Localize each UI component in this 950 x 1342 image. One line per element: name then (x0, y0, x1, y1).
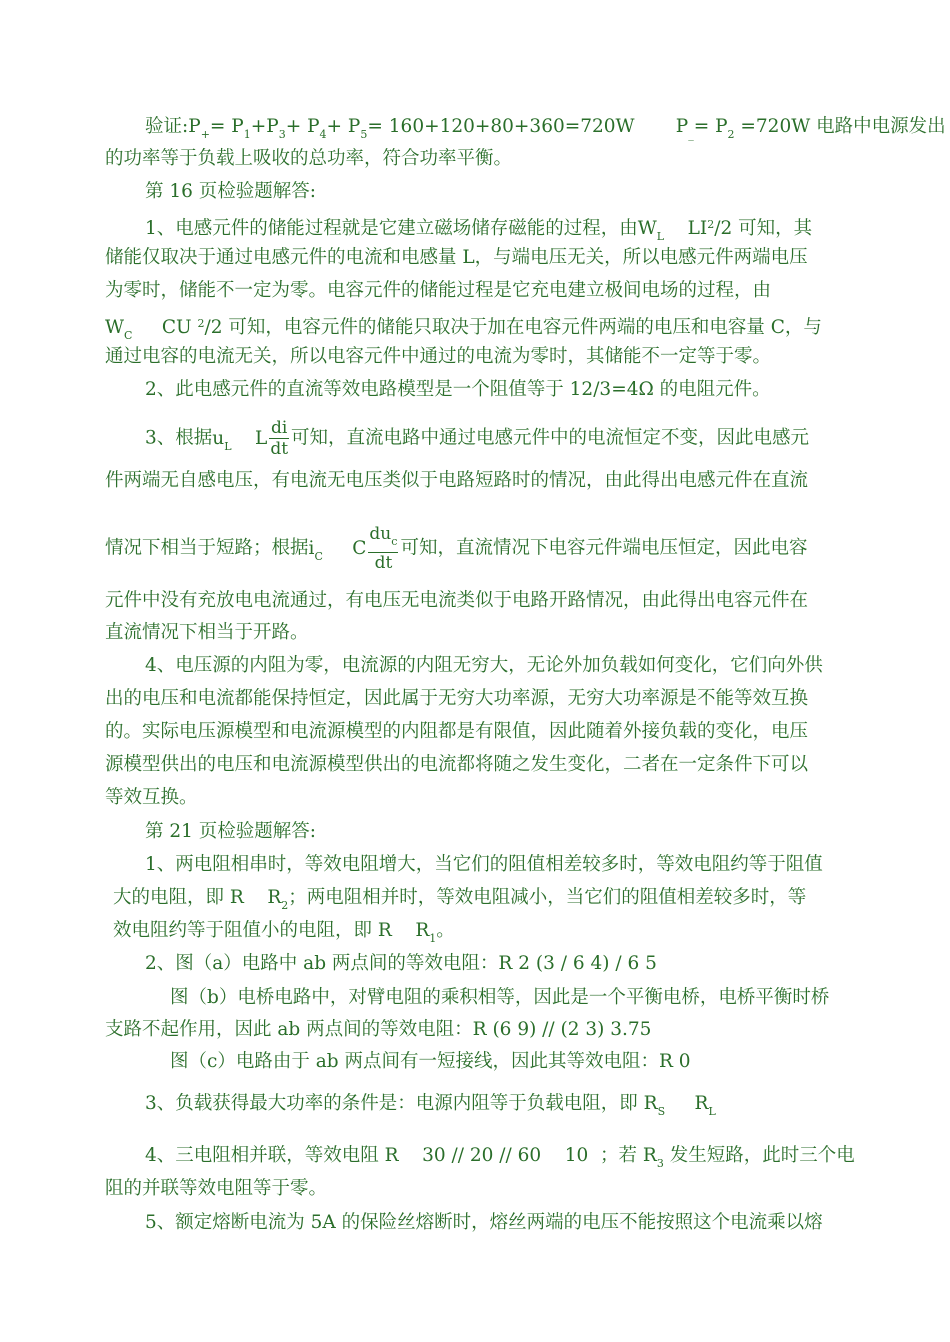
text-line: 的功率等于负载上吸收的总功率，符合功率平衡。 (105, 148, 513, 169)
text-line: 通过电容的电流无关，所以电容元件中通过的电流为零时，其储能不一定等于零。 (105, 346, 772, 367)
text-segment: 情况下相当于短路；根据 (105, 537, 309, 559)
text-line: 1、两电阻相串时，等效电阻增大，当它们的阻值相差较多时，等效电阻约等于阻值 (145, 854, 823, 875)
text-line (145, 418, 845, 459)
text-line: 为零时，储能不一定为零。电容元件的储能过程是它充电建立极间电场的过程，由 (105, 280, 772, 301)
text-line: 效电阻约等于阻值小的电阻，即 R $R_1$。 (113, 920, 455, 945)
text-segment: 3、根据 (145, 427, 213, 449)
text-line: 3、负载获得最大功率的条件是：电源内阻等于负载电阻，即 $R_S$ $R_L$ (145, 1093, 716, 1118)
text-line: 储能仅取决于通过电感元件的电流和电感量 L，与端电压无关，所以电感元件两端电压 (105, 247, 808, 268)
text-line: 图（c）电路由于 ab 两点间有一短接线，因此其等效电阻：R 0 (170, 1051, 691, 1072)
fraction-du-dt: $\frac{du_c}{dt}$ (369, 524, 398, 573)
text-segment: 可知，直流电路中通过电感元件中的电流恒定不变，因此电感元 (291, 427, 810, 449)
text-line: 阻的并联等效电阻等于零。 (105, 1178, 328, 1199)
text-line: 4、三电阻相并联，等效电阻 R 30 // 20 // 60 10 ；若 $R_3$ 发生短路，此时三个电 (145, 1145, 855, 1170)
text-line: 的。实际电压源模型和电流源模型的内阻都是有限值，因此随着外接负载的变化，电压 (105, 721, 809, 742)
formula-iC: $i_C$ C $\frac{du_c}{dt}$ (308, 524, 398, 573)
text-line: 4、电压源的内阻为零，电流源的内阻无穷大，无论外加负载如何变化，它们向外供 (145, 655, 823, 676)
text-line: 2、图（a）电路中 ab 两点间的等效电阻：R 2 (3 / 6 4) / 6 5 (145, 953, 657, 974)
text-line: 图（b）电桥电路中，对臂电阻的乘积相等，因此是一个平衡电桥，电桥平衡时桥 (170, 987, 830, 1008)
text-line: 大的电阻，即 R $R_2$；两电阻相并时，等效电阻减小，当它们的阻值相差较多时，等 (113, 887, 807, 912)
text-line: 元件中没有充放电电流通过，有电压无电流类似于电路开路情况，由此得出电容元件在 (105, 590, 809, 611)
text-line: 1、电感元件的储能过程就是它建立磁场储存磁能的过程，由$W_L$ $LI^2/2$ 可知，其 (145, 218, 813, 243)
text-line (105, 524, 845, 573)
formula-uL: $u_L$ L $\frac{di}{dt}$ (212, 418, 289, 459)
verify-line: 验证$:P_+= P_1+P_3+ P_4+ P_5= 160+120+80+360=720W$ $P_{\_}= P_2 =720W$ 电路中电源发出 (145, 116, 946, 141)
text-line: 等效互换。 (105, 787, 198, 808)
fraction-di-dt: $\frac{di}{dt}$ (270, 418, 289, 459)
text-line: 件两端无自感电压，有电流无电压类似于电路短路时的情况，由此得出电感元件在直流 (105, 470, 809, 491)
section-heading: 第 16 页检验题解答: (145, 181, 317, 202)
text-segment: 可知，直流情况下电容元件端电压恒定，因此电容 (400, 537, 808, 559)
text-line: 直流情况下相当于开路。 (105, 622, 309, 643)
text-line: 2、此电感元件的直流等效电路模型是一个阻值等于 12/3=4Ω 的电阻元件。 (145, 379, 771, 400)
text-line: 5、额定熔断电流为 5A 的保险丝熔断时，熔丝两端的电压不能按照这个电流乘以熔 (145, 1212, 823, 1233)
text-line: 源模型供出的电压和电流源模型供出的电流都将随之发生变化，二者在一定条件下可以 (105, 754, 809, 775)
text-line: 出的电压和电流都能保持恒定，因此属于无穷大功率源，无穷大功率源是不能等效互换 (105, 688, 809, 709)
section-heading: 第 21 页检验题解答: (145, 821, 317, 842)
text-line: $W_C$ CU $^2$/2 可知，电容元件的储能只取决于加在电容元件两端的电压和电容量 C，与 (105, 317, 822, 342)
text-line: 支路不起作用，因此 ab 两点间的等效电阻：R (6 9) // (2 3) 3.75 (105, 1019, 652, 1040)
